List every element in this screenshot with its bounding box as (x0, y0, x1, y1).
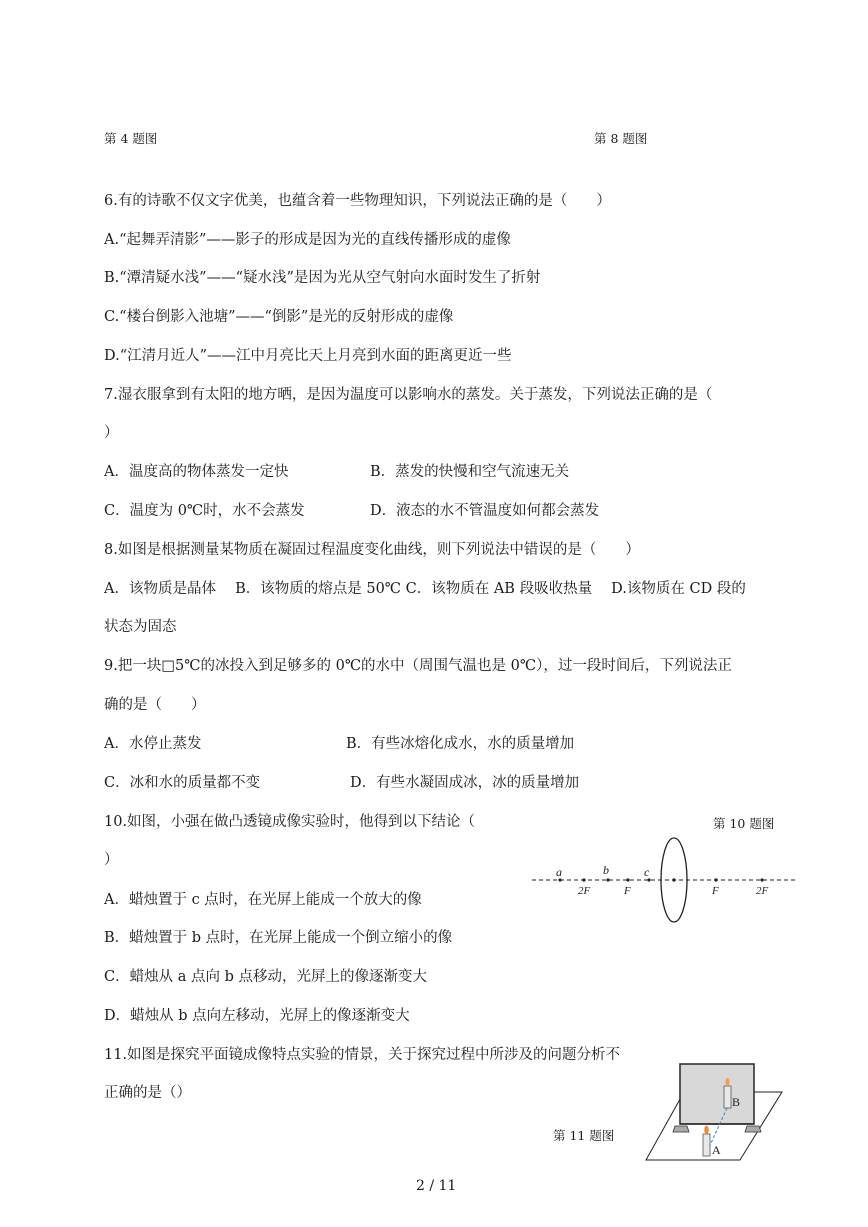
label-b: B (732, 1095, 741, 1109)
question-6-option-a: A.“起舞弄清影”——影子的形成是因为光的直线传播形成的虚像 (104, 232, 511, 248)
right-stand (745, 1126, 761, 1132)
candle-b (724, 1086, 731, 1108)
question-11-stem: 11.如图是探究平面镜成像特点实验的情景，关于探究过程中所涉及的问题分析不 (104, 1047, 621, 1063)
question-7-option-b: B．蒸发的快慢和空气流速无关 (370, 464, 570, 480)
right-2f-dot (760, 878, 763, 881)
page-number: 2 / 11 (416, 1178, 457, 1194)
question-11-stem-cont: 正确的是（） (104, 1085, 191, 1101)
question-6-option-d: D.“江清月近人”——江中月亮比天上月亮到水面的距离更近一些 (104, 348, 512, 364)
figure-caption: 第 8 题图 (594, 131, 648, 146)
plane-mirror-diagram (644, 1060, 786, 1166)
question-10-option-c: C．蜡烛从 a 点向 b 点移动，光屏上的像逐渐变大 (104, 969, 427, 985)
question-8-stem: 8.如图是根据测量某物质在凝固过程温度变化曲线，则下列说法中错误的是（ ） (104, 542, 640, 558)
question-7-option-a: A．温度高的物体蒸发一定快 (104, 464, 289, 480)
label-right-f: F (712, 885, 719, 897)
figure-caption: 第 10 题图 (713, 816, 775, 831)
flame-a (704, 1126, 708, 1135)
label-left-f: F (624, 885, 631, 897)
convex-lens-diagram (530, 832, 800, 928)
question-9-option-d: D．有些水凝固成冰，冰的质量增加 (350, 775, 580, 791)
candle-a (703, 1134, 710, 1156)
question-10-stem: 10.如图，小强在做凸透镜成像实验时，他得到以下结论（ (104, 814, 476, 830)
question-9-stem-cont: 确的是（ ） (104, 697, 206, 713)
question-10-option-a: A．蜡烛置于 c 点时，在光屏上能成一个放大的像 (104, 892, 422, 908)
left-2f-dot (582, 878, 585, 881)
glass-plate (680, 1064, 754, 1124)
question-6-option-b: B.“潭清疑水浅”——“疑水浅”是因为光从空气射向水面时发生了折射 (104, 270, 541, 286)
question-9-option-a: A．水停止蒸发 (104, 736, 202, 752)
label-b: b (603, 863, 609, 877)
right-f-dot (714, 878, 717, 881)
question-6-stem: 6.有的诗歌不仅文字优美，也蕴含着一些物理知识，下列说法正确的是（ ） (104, 193, 611, 209)
question-8-options-cont: 状态为固态 (104, 619, 177, 635)
left-f-dot (626, 878, 629, 881)
question-10-option-d: D．蜡烛从 b 点向左移动，光屏上的像逐渐变大 (104, 1008, 410, 1024)
question-9-stem: 9.把一块□5℃的冰投入到足够多的 0℃的水中（周围气温也是 0℃），过一段时间后，下列说法正 (104, 658, 732, 674)
label-a: A (712, 1143, 721, 1157)
point-b-dot (606, 878, 609, 881)
figure-caption: 第 11 题图 (553, 1128, 615, 1143)
question-7-option-c: C．温度为 0℃时，水不会蒸发 (104, 503, 305, 519)
left-stand (673, 1126, 689, 1132)
optical-center (672, 878, 675, 881)
question-8-options: A．该物质是晶体 B．该物质的熔点是 50℃ C．该物质在 AB 段吸收热量 D.该物质在 CD 段的 (104, 581, 746, 597)
label-left-2f: 2F (578, 885, 591, 897)
label-a: a (556, 865, 562, 879)
label-c: c (644, 865, 650, 879)
question-10-stem-cont: ） (104, 852, 119, 868)
question-7-option-d: D．液态的水不管温度如何都会蒸发 (370, 503, 600, 519)
question-6-option-c: C.“楼台倒影入池塘”——“倒影”是光的反射形成的虚像 (104, 309, 454, 325)
question-10-option-b: B．蜡烛置于 b 点时，在光屏上能成一个倒立缩小的像 (104, 930, 453, 946)
question-9-option-c: C．冰和水的质量都不变 (104, 775, 261, 791)
question-7-stem-cont: ） (104, 425, 119, 441)
figure-caption: 第 4 题图 (104, 131, 158, 146)
label-right-2f: 2F (756, 885, 769, 897)
flame-b (726, 1078, 730, 1086)
question-9-option-b: B．有些冰熔化成水，水的质量增加 (346, 736, 575, 752)
question-7-stem: 7.湿衣服拿到有太阳的地方晒，是因为温度可以影响水的蒸发。关于蒸发，下列说法正确的是（ (104, 387, 713, 403)
